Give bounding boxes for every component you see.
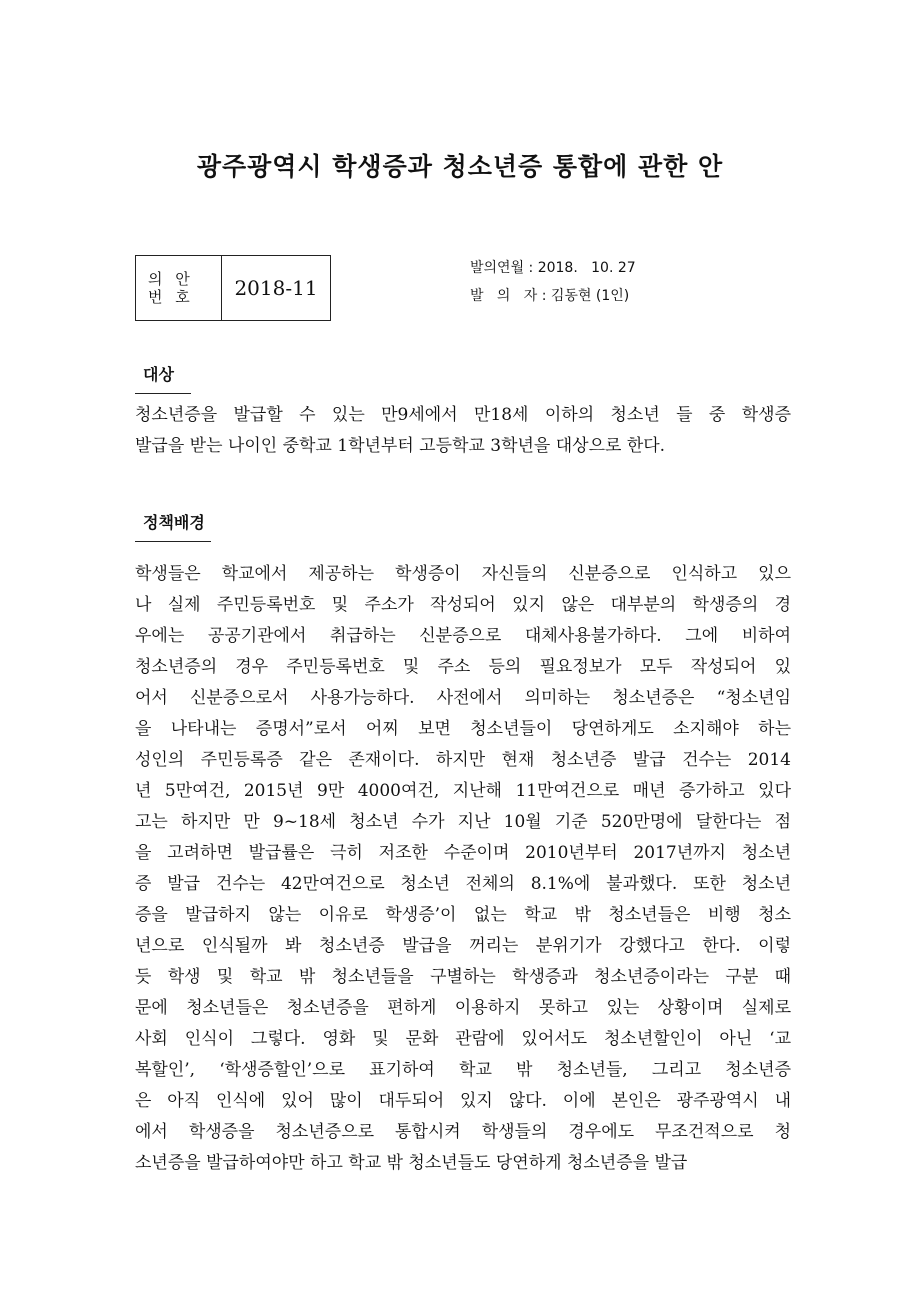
paragraph-line: 학생들은 학교에서 제공하는 학생증이 자신들의 신분증으로 인식하고 있으 [135,564,791,584]
paragraph-line: 듯 학생 및 학교 밖 청소년들을 구별하는 학생증과 청소년증이라는 구분 때 [135,967,791,987]
paragraph-line: 사회 인식이 그렇다. 영화 및 문화 관람에 있어서도 청소년할인이 아닌 ‘교 [135,1029,791,1049]
bill-number-value: 2018-11 [234,276,318,300]
proposer: 발 의 자 : 김동현 (1인) [470,288,630,304]
bill-number-label-line1: 의 안 [148,270,194,288]
paragraph-line: 은 아직 인식에 있어 많이 대두되어 있지 않다. 이에 본인은 광주광역시 내 [135,1091,791,1111]
paragraph-line: 년 5만여건, 2015년 9만 4000여건, 지난해 11만여건으로 매년 증가하고 있다 [135,781,791,801]
paragraph-line: 을 나타내는 증명서”로서 어찌 보면 청소년들이 당연하게도 소지해야 하는 [135,719,791,739]
paragraph-line: 발급을 받는 나이인 중학교 1학년부터 고등학교 3학년을 대상으로 한다. [135,436,666,456]
paragraph-line: 우에는 공공기관에서 취급하는 신분증으로 대체사용불가하다. 그에 비하여 [135,626,791,646]
paragraph-line: 을 고려하면 발급률은 극히 저조한 수준이며 2010년부터 2017년까지 청소년 [135,843,791,863]
paragraph-line: 소년증을 발급하여야만 하고 학교 밖 청소년들도 당연하게 청소년증을 발급 [135,1153,688,1173]
paragraph-line: 청소년증의 경우 주민등록번호 및 주소 등의 필요정보가 모두 작성되어 있 [135,657,791,677]
section-heading-background: 정책배경 [135,510,211,542]
paragraph-line: 복할인’, ‘학생증할인’으로 표기하여 학교 밖 청소년들, 그리고 청소년증 [135,1060,791,1080]
paragraph-line: 증을 발급하지 않는 이유로 학생증’이 없는 학교 밖 청소년들은 비행 청소 [135,905,791,925]
paragraph-line: 나 실제 주민등록번호 및 주소가 작성되어 있지 않은 대부분의 학생증의 경 [135,595,791,615]
paragraph-line: 청소년증을 발급할 수 있는 만9세에서 만18세 이하의 청소년 들 중 학생증 [135,405,791,425]
section-body-target [135,400,791,462]
proposal-date: 발의연월 : 2018. 10. 27 [470,260,636,276]
paragraph-line: 문에 청소년들은 청소년증을 편하게 이용하지 못하고 있는 상황이며 실제로 [135,998,791,1018]
paragraph-line: 어서 신분증으로서 사용가능하다. 사전에서 의미하는 청소년증은 “청소년임 [135,688,791,708]
bill-meta [470,254,636,310]
bill-number-label-line2: 번 호 [148,288,194,306]
paragraph-line: 증 발급 건수는 42만여건으로 청소년 전체의 8.1%에 불과했다. 또한 청소년 [135,874,791,894]
bill-number-box [135,255,331,321]
paragraph-line: 고는 하지만 만 9~18세 청소년 수가 지난 10월 기준 520만명에 달한다는 점 [135,812,791,832]
section-body-background [135,559,791,1179]
page-title: 광주광역시 학생증과 청소년증 통합에 관한 안 [196,152,724,181]
section-heading-target: 대상 [135,362,191,394]
paragraph-line: 년으로 인식될까 봐 청소년증 발급을 꺼리는 분위기가 강했다고 한다. 이렇 [135,936,791,956]
paragraph-line: 에서 학생증을 청소년증으로 통합시켜 학생들의 경우에도 무조건적으로 청 [135,1122,791,1142]
bill-number-label [136,256,222,320]
paragraph-line: 성인의 주민등록증 같은 존재이다. 하지만 현재 청소년증 발급 건수는 2014 [135,750,791,770]
